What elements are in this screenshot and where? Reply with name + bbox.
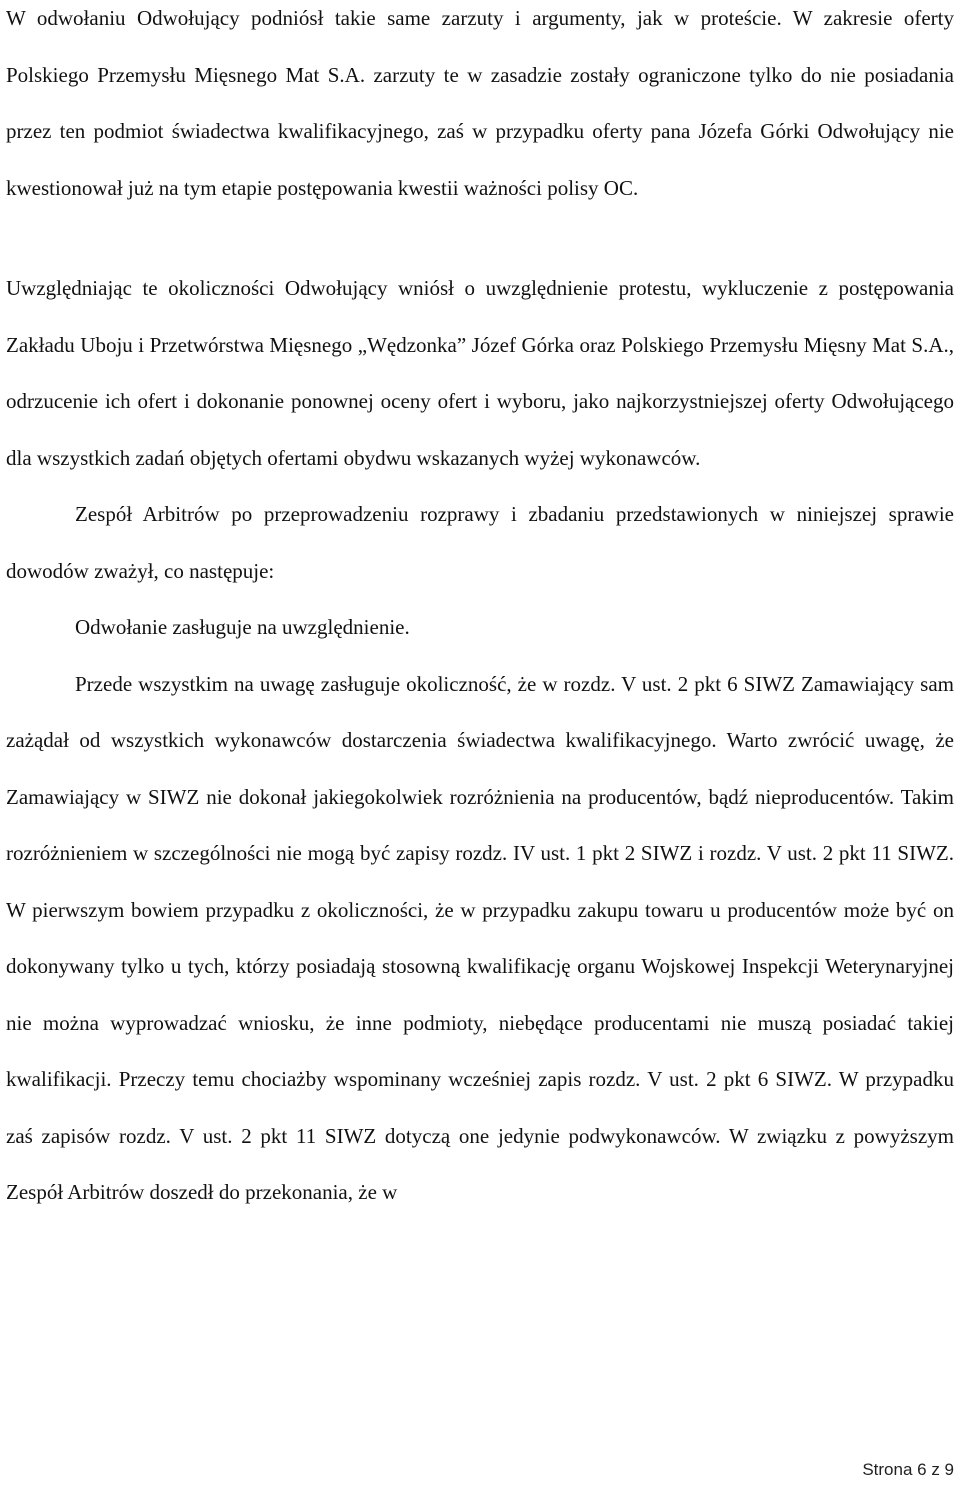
paragraph-verdict: Odwołanie zasługuje na uwzględnienie. (75, 615, 410, 639)
paragraph-appeal-requests: Uwzględniając te okoliczności Odwołujący wniósł o uwzględnienie protestu, wykluczenie z postępowania Zakładu Uboju i Przetwórstwa Mięsnego „Wędzonka” Józef Górka oraz Polskiego Przemysłu Mięsny Mat S.A., odrzucenie ich ofert i dokonanie ponownej oceny ofert i wyboru, jako najkorzystniejszej oferty Odwołującego dla wszystkich zadań objętych ofertami obydwu wskazanych wyżej wykonawców. (6, 276, 954, 470)
paragraph-reasoning: Przede wszystkim na uwagę zasługuje okoliczność, że w rozdz. V ust. 2 pkt 6 SIWZ Zamawiający sam zażądał od wszystkich wykonawców dostarczenia świadectwa kwalifikacyjnego. Warto zwrócić uwagę, że Zamawiający w SIWZ nie dokonał jakiegokolwiek rozróżnienia na producentów, bądź nieproducentów. Takim rozróżnieniem w szczególności nie mogą być zapisy rozdz. IV ust. 1 pkt 2 SIWZ i rozdz. V ust. 2 pkt 11 SIWZ. W pierwszym bowiem przypadku z okoliczności, że w przypadku zakupu towaru u producentów może być on dokonywany tylko u tych, którzy posiadają stosowną kwalifikację organu Wojskowej Inspekcji Weterynaryjnej nie można wyprowadzać wniosku, że inne podmioty, niebędące producentami nie muszą posiadać takiej kwalifikacji. Przeczy temu chociażby wspominany wcześniej zapis rozdz. V ust. 2 pkt 6 SIWZ. W przypadku zaś zapisów rozdz. V ust. 2 pkt 11 SIWZ dotyczą one jedynie podwykonawców. W związku z powyższym Zespół Arbitrów doszedł do przekonania, że w (6, 671, 954, 1204)
paragraph-tribunal-intro: Zespół Arbitrów po przeprowadzeniu rozprawy i zbadaniu przedstawionych w niniejszej sprawie dowodów zważył, co następuje: (6, 502, 954, 583)
document-page (6, 0, 954, 1221)
paragraph-appeal-summary: W odwołaniu Odwołujący podniósł takie same zarzuty i argumenty, jak w proteście. W zakresie oferty Polskiego Przemysłu Mięsnego Mat S.A. zarzuty te w zasadzie zostały ograniczone tylko do nie posiadania przez ten podmiot świadectwa kwalifikacyjnego, zaś w przypadku oferty pana Józefa Górki Odwołujący nie kwestionował już na tym etapie postępowania kwestii ważności polisy OC. (6, 6, 954, 200)
page-number: Strona 6 z 9 (862, 1460, 954, 1479)
